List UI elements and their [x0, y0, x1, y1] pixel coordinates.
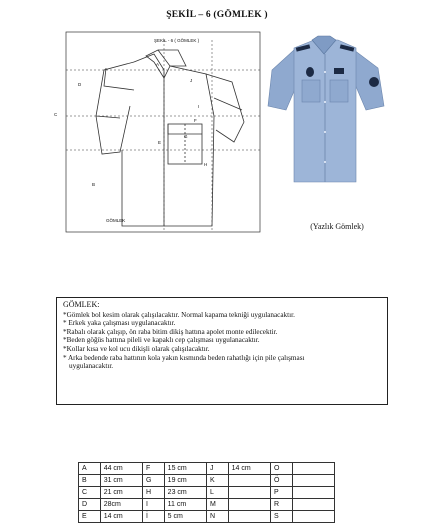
- measure-key-cell: A: [79, 463, 101, 475]
- measure-value-cell: [292, 487, 334, 499]
- measure-key-cell: D: [79, 499, 101, 511]
- description-box: [56, 297, 388, 405]
- description-line: * Arka bedende raba hattının kola yakın kısmında beden rahatlığı için pile çalışması: [63, 353, 305, 362]
- drawing-letter-i: I: [198, 104, 200, 109]
- drawing-letter-a: A: [156, 62, 160, 67]
- shirt-technical-drawing: [46, 26, 264, 236]
- drawing-letter-b: B: [92, 182, 96, 187]
- measure-value-cell: 23 cm: [164, 487, 206, 499]
- measure-value-cell: 14 cm: [100, 511, 142, 523]
- measure-value-cell: [228, 475, 270, 487]
- measure-key-cell: C: [79, 487, 101, 499]
- measure-value-cell: 19 cm: [164, 475, 206, 487]
- measure-value-cell: 21 cm: [100, 487, 142, 499]
- measure-key-cell: N: [206, 511, 228, 523]
- table-row: [79, 487, 335, 499]
- measure-value-cell: 28cm: [100, 499, 142, 511]
- measure-key-cell: İ: [142, 511, 164, 523]
- measure-key-cell: E: [79, 511, 101, 523]
- measure-key-cell: O: [270, 463, 292, 475]
- drawing-letter-d: D: [78, 82, 82, 87]
- measure-value-cell: [228, 487, 270, 499]
- measure-key-cell: M: [206, 499, 228, 511]
- measure-key-cell: I: [142, 499, 164, 511]
- measure-value-cell: 14 cm: [228, 463, 270, 475]
- measure-value-cell: 44 cm: [100, 463, 142, 475]
- measure-key-cell: B: [79, 475, 101, 487]
- measure-key-cell: J: [206, 463, 228, 475]
- drawing-letter-j: J: [190, 78, 193, 83]
- drawing-letter-g: G: [184, 134, 188, 139]
- measure-value-cell: [228, 511, 270, 523]
- measure-key-cell: G: [142, 475, 164, 487]
- drawing-title: ŞEKİL - 6 ( GÖMLEK ): [154, 38, 200, 43]
- measure-key-cell: L: [206, 487, 228, 499]
- measure-value-cell: [292, 475, 334, 487]
- measure-value-cell: [292, 499, 334, 511]
- drawing-letter-c: C: [54, 112, 58, 117]
- measure-key-cell: R: [270, 499, 292, 511]
- measure-value-cell: [292, 511, 334, 523]
- measure-key-cell: H: [142, 487, 164, 499]
- description-line: *Kollar kısa ve kol ucu dikişli olarak çalışılacaktır.: [63, 344, 210, 353]
- measure-value-cell: 15 cm: [164, 463, 206, 475]
- measure-value-cell: 31 cm: [100, 475, 142, 487]
- table-row: [79, 499, 335, 511]
- description-line: *Gömlek bol kesim olarak çalışılacaktır. Normal kapama tekniği uygulanacaktır.: [63, 310, 295, 319]
- drawing-footer-label: GÖMLEK: [106, 218, 126, 223]
- photo-caption: (Yazlık Gömlek): [310, 222, 364, 231]
- measure-value-cell: [292, 463, 334, 475]
- table-row: [79, 475, 335, 487]
- measure-value-cell: 11 cm: [164, 499, 206, 511]
- drawing-letter-h: H: [204, 162, 208, 167]
- measure-key-cell: P: [270, 487, 292, 499]
- measure-key-cell: Ö: [270, 475, 292, 487]
- measure-key-cell: S: [270, 511, 292, 523]
- page-title: ŞEKİL – 6 (GÖMLEK ): [166, 10, 268, 20]
- shirt-photo-body: [268, 36, 384, 182]
- table-row: [79, 463, 335, 475]
- measure-value-cell: [228, 499, 270, 511]
- description-line: uygulanacaktır.: [69, 362, 114, 371]
- description-heading: GÖMLEK:: [63, 300, 100, 309]
- drawing-letter-f: F: [194, 118, 197, 123]
- drawing-letter-e: E: [158, 140, 162, 145]
- measure-key-cell: K: [206, 475, 228, 487]
- measurement-table: [78, 462, 335, 523]
- description-line: *Beden göğüs hattına pileli ve kapaklı cep çalışması uygulanacaktır.: [63, 336, 260, 345]
- table-row: [79, 511, 335, 523]
- description-line: *Rabalı olarak çalışıp, ön raba bitim dikiş hattına apolet monte edilecektir.: [63, 327, 278, 336]
- measure-value-cell: 5 cm: [164, 511, 206, 523]
- shirt-photo: [266, 32, 386, 192]
- description-line: * Erkek yaka çalışması uygulanacaktır.: [63, 319, 176, 328]
- measure-key-cell: F: [142, 463, 164, 475]
